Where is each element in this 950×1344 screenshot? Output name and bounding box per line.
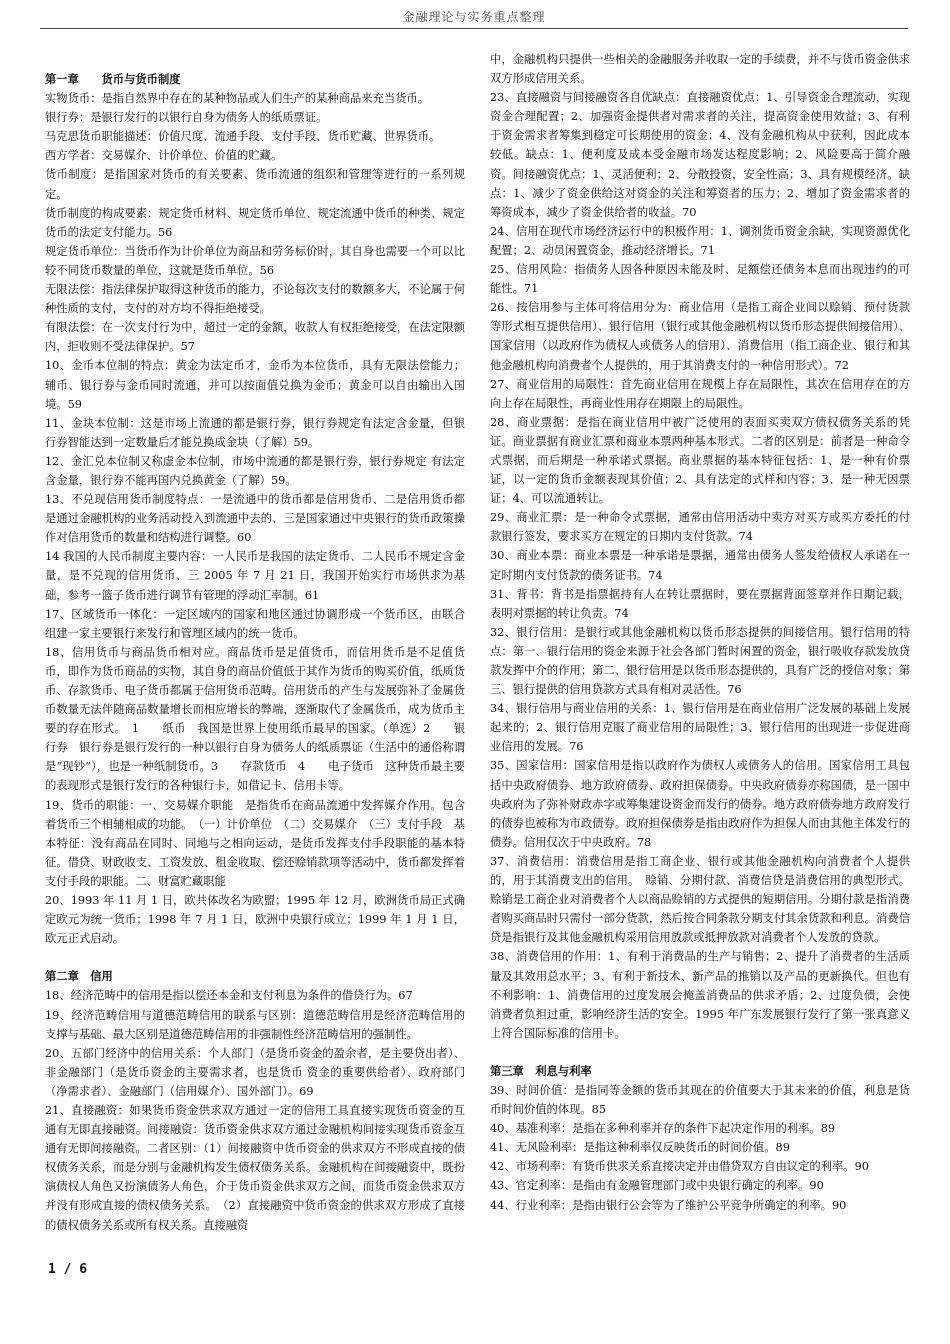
paragraph: 货币制度：是指国家对货币的有关要素、货币流通的组织和管理等进行的一系列规定。 [45,168,465,201]
paragraph: 41、无风险利率：是指这种利率仅反映货币的时间价值。89 [490,1141,790,1155]
paragraph: 19、货币的职能：一、交易媒介职能 是指货币在商品流通中发挥媒介作用。包含着货币三个相辅相成的功能。 （一）计价单位 （二）交易媒介 （三）支付手段 基本特征：没有商品在同时、同地与之相向运动，是货币发挥支付手段职能的基本特征。借贷、财政收支、工资发放、租金收取、偿还赊销款项等活动中，货币都发挥着支付手段的职能。二、财富贮藏职能 [45,798,465,888]
right-column [490,50,910,1215]
paragraph: 38、消费信用的作用：1、有利于消费品的生产与销售；2、提升了消费者的生活质量及其效用总水平；3、有利于新技术、新产品的推销以及产品的更新换代。但也有不利影响：1、消费信用的过度发展会掩盖消费品的供求矛盾；2、过度负债，会使消费者负担过重，影响经济生活的安全。1995 年广东发展银行发行了第一张真意义上符合国际标准的信用卡。 [490,950,910,1040]
paragraph: 14 我国的人民币制度主要内容：一人民币是我国的法定货币、二人民币不规定含金量，是不兑现的信用货币、三 2005 年 7 月 21 日，我国开始实行市场供求为基础，参考一篮子货币进行调节有管理的浮动汇率制。61 [45,550,465,602]
paragraph: 29、商业汇票：是一种命令式票据，通常由信用活动中卖方对买方或买方委托的付款银行签发，要求买方在规定的日期内支付货款。74 [490,511,910,544]
paragraph: 35、国家信用：国家信用是指以政府作为债权人或债务人的信用。国家信用工具包括中央政府债券、地方政府债券、政府担保债券。中央政府债券亦称国债，是一国中央政府为了弥补财政赤字或筹集建设资金而发行的债券。地方政府债券地方政府发行的债券也被称为市政债券。政府担保债券是指由政府作为担保人而由其他主体发行的债券。信用仅次于中央政府。78 [490,759,910,849]
paragraph: 中，金融机构只提供一些相关的金融服务并收取一定的手续费，并不与货币资金供求双方形成信用关系。 [490,53,910,86]
paragraph: 马克思货币职能描述：价值尺度、流通手段、支付手段、货币贮藏、世界货币。 [45,130,441,144]
paragraph: 20、1993 年 11 月 1 日，欧共体改名为欧盟；1995 年 12 月，欧洲货币局正式确定欧元为统一货币；1998 年 7 月 1 日，欧洲中央银行成立；1999 年 1 月 1 日，欧元正式启动。 [45,894,465,946]
paragraph: 13、不兑现信用货币制度特点：一是流通中的货币都是信用货币、二是信用货币都是通过金融机构的业务活动投入到流通中去的、三是国家通过中央银行的货币政策操作对信用货币的数量和结构进行调整。60 [45,493,465,545]
paragraph: 42、市场利率：有货币供求关系直接决定并由借贷双方自由议定的利率。90 [490,1160,869,1174]
paragraph: 39、时间价值：是指同等金额的货币其现在的价值要大于其未来的价值，利息是货币时间价值的体现。85 [490,1083,910,1117]
left-column [45,70,465,1235]
paragraph: 34、银行信用与商业信用的关系：1、银行信用是在商业信用广泛发展的基础上发展起来的；2、银行信用克服了商业信用的局限性；3、银行信用的出现进一步促进商业信用的发展。76 [490,702,910,754]
paragraph: 20、五部门经济中的信用关系：个人部门（是货币资金的盈余者，是主要贷出者）、非金融部门（是货币资金的主要需求者，也是货币 资金的重要供给者）、政府部门（净需求者）、金融部门（信用媒介）、国外部门）。69 [45,1046,465,1098]
paragraph: 货币制度的构成要素：规定货币材料、规定货币单位、规定流通中货币的种类、规定货币的法定支付能力。56 [45,206,465,239]
paragraph: 31、背书：背书是指票据持有人在转让票据时，要在票据背面签章并作日期记载，表明对票据的转让负责。74 [490,587,910,620]
paragraph: 43、官定利率：是指由有金融管理部门或中央银行确定的利率。90 [490,1179,824,1193]
paragraph: 30、商业本票：商业本票是一种承诺是票据，通常由债务人签发给债权人承诺在一定时期内支付货款的债务证书。74 [490,549,910,582]
paragraph: 37、消费信用：消费信用是指工商企业、银行或其他金融机构向消费者个人提供的，用于其消费支出的信用。 赊销、分期付款、消费信贷是消费信用的典型形式。赊销是工商企业对消费者个人以商品赊销的方式提供的短期信用。分期付款是指消费者购买商品时只需付一部分货款，然后按合同条款分期支付其余货款和利息。消费信贷是指银行及其他金融机构采用信用放款或抵押放款对消费者个人发放的贷款。 [490,854,910,945]
paragraph: 27、商业信用的局限性：首先商业信用在规模上存在局限性，其次在信用存在的方向上存在局限性，再商业性用存在期限上的局限性。 [490,377,910,410]
paragraph: 18、信用货币与商品货币相对应。商品货币是足值货币，而信用货币是不足值货币，即作为货币商品的实物，其自身的商品价值低于其作为货币的购买价值，纸质货币、存款货币、电子货币都属于信用货币范畴。信用货币的产生与发展弥补了金属货币数量无法伴随商品数量增长而相应增长的弊端，逐渐取代了金属货币，成为货币主要的存在形式。 1 纸币 我国是世界上使用纸币最早的国家。（单选）2 银行券 银行券是银行发行的一种以银行自身为债务人的纸质票证（生活中的通俗称谓是“现钞”），也是一种纸制货币。3 存款货币 4 电子货币 这种货币最主要的表现形式是银行发行的各种银行卡，如借记卡、信用卡等。 [45,645,465,793]
paragraph: 17、区域货币一体化：一定区域内的国家和地区通过协调形成一个货币区，由联合组建一家主要银行来发行和管理区域内的统一货币。 [45,607,465,640]
paragraph: 28、商业票据：是指在商业信用中被广泛使用的表面买卖双方债权债务关系的凭证。商业票据有商业汇票和商业本票两种基本形式。二者的区别是：前者是一种命令式票据，而后期是一种承诺式票据。商业票据的基本特征包括：1、是一种有价票证，以一定的货币金额表现其价值；2、具有法定的式样和内容；3、是一种无因票证；4、可以流通转让。 [490,415,910,506]
paragraph: 24、信用在现代市场经济运行中的积极作用：1、调剂货币资金余缺，实现资源优化配置；2、动员闲置资金，推动经济增长。71 [490,224,910,257]
paragraph: 26、按信用参与主体可将信用分为：商业信用（是指工商企业间以赊销、预付货款等形式相互提供信用）、银行信用（银行或其他金融机构以货币形态提供间接信用）、国家信用（以政府作为债权人或债务人的信用）、消费信用（指工商企业、银行和其他金融机构向消费者个人提供的，用于其消费支付的一种信用形式）。72 [490,301,910,372]
paragraph: 23、直接融资与间接融资各自优缺点：直接融资优点：1、引导资金合理流动，实现资金合理配置；2、加强资金提供者对需求者的关注，提高资金使用效益；3、有利于资金需求者筹集到稳定可长期使用的资金；4、没有金融机构从中获利，因此成本较低。缺点：1、便利度及成本受金融市场发达程度影响；2、风险要高于简介融资。间接融资优点：1、灵活便利；2、分散投资，安全性高；3、具有规模经济。缺点：1、减少了资金供给这对资金的关注和筹资者的压力；2、增加了资金需求者的筹资成本，减少了资金供给者的收益。70 [490,91,910,219]
page-header: 金融理论与实务重点整理 [40,8,908,29]
chapter-heading: 第三章 利息与利率 [490,1063,592,1078]
paragraph: 实物货币：是指自然界中存在的某种物品或人们生产的某种商品来充当货币。 [45,92,430,106]
paragraph: 40、基准利率：是指在多种利率并存的条件下起决定作用的利率。89 [490,1122,836,1136]
paragraph: 25、信用风险：指债务人因各种原因未能及时、足额偿还债务本息而出现违约的可能性。71 [490,263,910,296]
page-number: 1 / 6 [48,1262,88,1277]
paragraph: 有限法偿：在一次支付行为中，超过一定的金额，收款人有权拒绝接受，在法定限额内，拒收则不受法律保护。57 [45,321,465,354]
paragraph: 规定货币单位：当货币作为计价单位为商品和劳务标价时，其自身也需要一个可以比较不同货币数量的单位，这就是货币单位。56 [45,244,465,277]
paragraph: 44、行业利率：是指由银行公会等为了维护公平竞争所确定的利率。90 [490,1198,847,1212]
paragraph: 11、金块本位制：这是市场上流通的都是银行券，银行券规定有法定含金量，但银行券智能达到一定数量后才能兑换成金块（了解）59。 [45,416,465,449]
paragraph: 银行券：是银行发行的以银行自身为债务人的纸质票证。 [45,111,328,125]
chapter-heading: 第二章 信用 [45,969,113,984]
paragraph: 10、金币本位制的特点：黄金为法定币才，金币为本位货币，具有无限法偿能力；辅币、银行券与金币同时流通，并可以按面值兑换为金币；黄金可以自由输出入国境。59 [45,359,465,411]
paragraph: 21、直接融资：如果货币资金供求双方通过一定的信用工具直接实现货币资金的互通有无即直接融资。间接融资：货币资金供求双方通过金融机构间接实现货币资金互通有无即间接融资。二者区别：（1）间接融资中货币资金的供求双方不形成直接的债权债务关系，而是分别与金融机构发生债权债务关系。金融机构在间接融资中，既扮演债权人角色又扮演债务人角色，介于货币资金供求双方之间，而货币资金供求双方并没有形成直接的债权债务关系。 （2）直接融资中货币资金的供求双方形成了直接的债权债务关系或所有权关系。直接融资 [45,1103,465,1232]
paragraph: 12、金汇兑本位制又称虚金本位制，市场中流通的都是银行券，银行券规定 有法定含金量，银行券不能再国内兑换黄金（了解）59。 [45,454,465,487]
paragraph: 19、经济范畴信用与道德范畴信用的联系与区别：道德范畴信用是经济范畴信用的支撑与基础、最大区别是道德范畴信用的非强制性经济范畴信用的强制性。 [45,1008,465,1041]
paragraph: 18、经济范畴中的信用是指以偿还本金和支付利息为条件的借贷行为。67 [45,989,413,1003]
chapter-heading: 第一章 货币与货币制度 [45,72,181,86]
paragraph: 无限法偿：指法律保护取得这种货币的能力，不论每次支付的数额多大，不论属于何种性质的支付，支付的对方均不得拒绝接受。 [45,283,465,316]
paragraph: 西方学者：交易媒介、计价单位、价值的贮藏。 [45,149,283,163]
paragraph: 32、银行信用：是银行或其他金融机构以货币形态提供的间接信用。银行信用的特点：第一、银行信用的资金来源于社会各部门暂时闲置的资金，银行吸收存款发放贷款发挥中介的作用；第二、银行信用是以货币形态提供的，具有广泛的授信对象；第三、银行提供的信用贷款方式具有相对灵活性。76 [490,625,910,697]
